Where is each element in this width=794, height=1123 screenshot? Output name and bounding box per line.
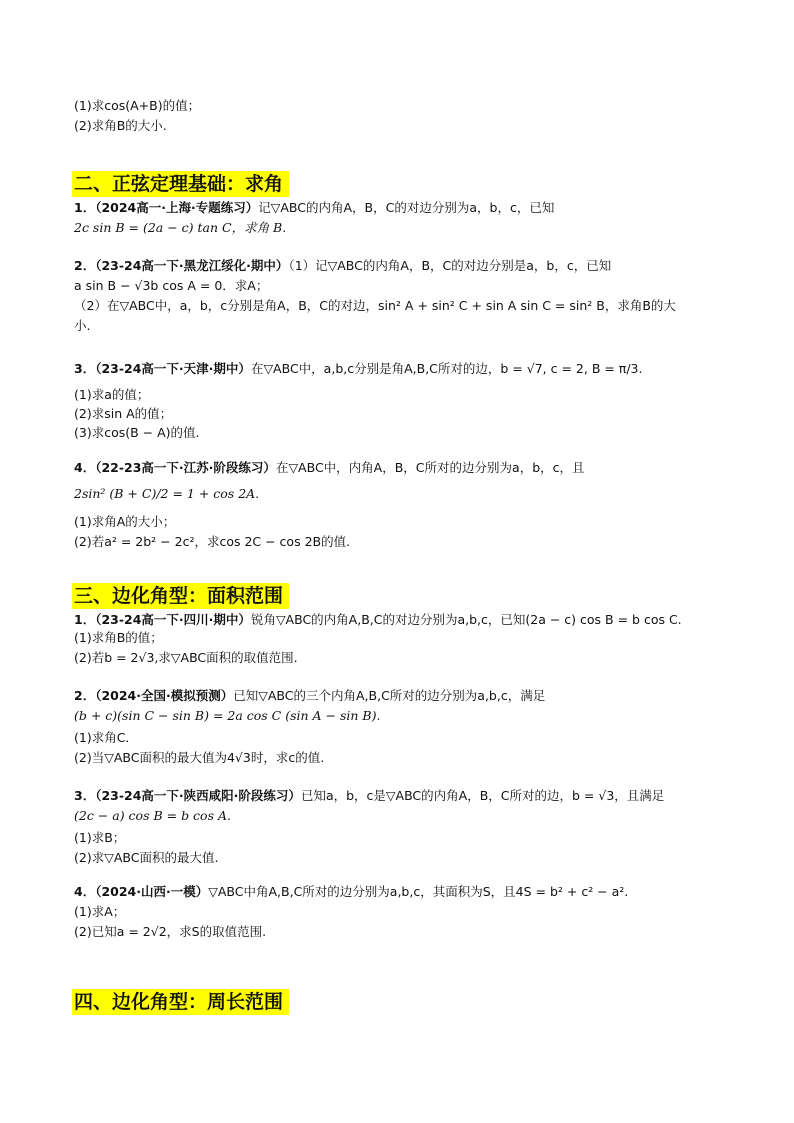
s2-q4-source: （22-23高一下·江苏·阶段练习） <box>95 460 276 475</box>
s3-q3-number: 3． <box>74 788 96 803</box>
s3-q3-part2: (2)求▽ABC面积的最大值. <box>74 850 219 865</box>
s3-q2-line1 <box>74 688 734 704</box>
s3-q3-line1 <box>74 788 734 804</box>
s3-q4-part2: (2)已知a = 2√2，求S的取值范围. <box>74 924 267 939</box>
s2-q1-text1: 记▽ABC的内角A，B，C的对边分别为a，b，c，已知 <box>258 200 555 215</box>
s2-q2-line3 <box>74 298 734 314</box>
s2-q2-line2 <box>74 278 734 294</box>
s3-q3-text1: 已知a，b，c是▽ABC的内角A，B，C所对的边，b = √3，且满足 <box>300 788 665 803</box>
s3-q1-part2: (2)若b = 2√3,求▽ABC面积的取值范围. <box>74 650 298 665</box>
s2-q2-number: 2． <box>74 258 96 273</box>
s2-q1-number: 1． <box>74 200 96 215</box>
section-4-heading: 四、边化角型：周长范围 <box>72 989 289 1015</box>
s2-q3-line1 <box>74 361 734 377</box>
s2-q3-part2: (2)求sin A的值； <box>74 406 173 421</box>
s3-q4-part1: (1)求A； <box>74 904 126 919</box>
section-2-heading: 二、正弦定理基础：求角 <box>72 171 289 197</box>
s3-q2-part1: (1)求角C． <box>74 730 138 745</box>
s3-q2-line2 <box>74 708 734 724</box>
s2-q1-text2: 2c sin B = (2a − c) tan C，求角 B. <box>74 220 287 235</box>
s3-q1-text1: 锐角▽ABC的内角A,B,C的对边分别为a,b,c，已知(2a − c) cos B = b cos C. <box>250 612 682 627</box>
s2-q3-part1: (1)求a的值； <box>74 387 150 402</box>
s3-q3-source: （23-24高一下·陕西咸阳·阶段练习） <box>95 788 301 803</box>
s2-q2-text2: a sin B − √3b cos A = 0．求A； <box>74 278 269 293</box>
s3-q1-line1 <box>74 612 734 628</box>
s2-q2-text1: （1）记▽ABC的内角A，B，C的对边分别是a，b，c，已知 <box>288 258 612 273</box>
s2-q4-part1: (1)求角A的大小； <box>74 514 176 529</box>
s3-q4-line1 <box>74 884 734 900</box>
s2-q2-text4: 小. <box>74 318 91 333</box>
s2-q4-text1: 在▽ABC中，内角A，B，C所对的边分别为a，b，c，且 <box>275 460 585 475</box>
s3-q3-line2 <box>74 808 734 824</box>
top-part-2: (2)求角B的大小. <box>74 118 167 133</box>
s2-q3-number: 3． <box>74 361 96 376</box>
s3-q2-text2: (b + c)(sin C − sin B) = 2a cos C (sin A − sin B). <box>74 708 381 723</box>
section-3-heading: 三、边化角型：面积范围 <box>72 583 289 609</box>
s2-q4-line1 <box>74 460 734 476</box>
s3-q1-part1: (1)求角B的值； <box>74 630 163 645</box>
s2-q2-line1 <box>74 258 734 274</box>
s2-q4-line2 <box>74 486 734 502</box>
s3-q1-source: （23-24高一下·四川·期中） <box>95 612 251 627</box>
s3-q3-text2: (2c − a) cos B = b cos A. <box>74 808 231 823</box>
s3-q3-part1: (1)求B； <box>74 830 126 845</box>
s2-q2-line4 <box>74 318 734 334</box>
top-part-1: (1)求cos(A+B)的值； <box>74 98 201 113</box>
s2-q1-source: （2024高一·上海·专题练习） <box>95 200 259 215</box>
s3-q1-number: 1． <box>74 612 96 627</box>
s2-q1-line2 <box>74 220 734 236</box>
s2-q2-source: （23-24高一下·黑龙江绥化·期中） <box>95 258 289 273</box>
s2-q3-text1: 在▽ABC中，a,b,c分别是角A,B,C所对的边，b = √7, c = 2, B = π/3. <box>250 361 643 376</box>
s2-q4-part2: (2)若a² = 2b² − 2c²，求cos 2C − cos 2B的值. <box>74 534 351 549</box>
s3-q2-number: 2． <box>74 688 96 703</box>
s3-q2-part2: (2)当▽ABC面积的最大值为4√3时，求c的值. <box>74 750 325 765</box>
s3-q4-source: （2024·山西·一模） <box>95 884 209 899</box>
s2-q4-text2: 2sin² (B + C)/2 = 1 + cos 2A. <box>74 486 260 501</box>
s2-q3-part3: (3)求cos(B − A)的值. <box>74 425 200 440</box>
s2-q4-number: 4． <box>74 460 96 475</box>
s2-q3-source: （23-24高一下·天津·期中） <box>95 361 251 376</box>
s3-q2-source: （2024·全国·模拟预测） <box>95 688 234 703</box>
s3-q2-text1: 已知▽ABC的三个内角A,B,C所对的边分别为a,b,c，满足 <box>233 688 546 703</box>
s2-q2-text3: （2）在▽ABC中，a，b，c分别是角A，B，C的对边，sin² A + sin² C + sin A sin C = sin² B，求角B的大 <box>74 298 676 313</box>
s2-q1-line1 <box>74 200 734 216</box>
s3-q4-number: 4． <box>74 884 96 899</box>
s3-q4-text1: ▽ABC中角A,B,C所对的边分别为a,b,c，其面积为S，且4S = b² + c² − a². <box>208 884 629 899</box>
